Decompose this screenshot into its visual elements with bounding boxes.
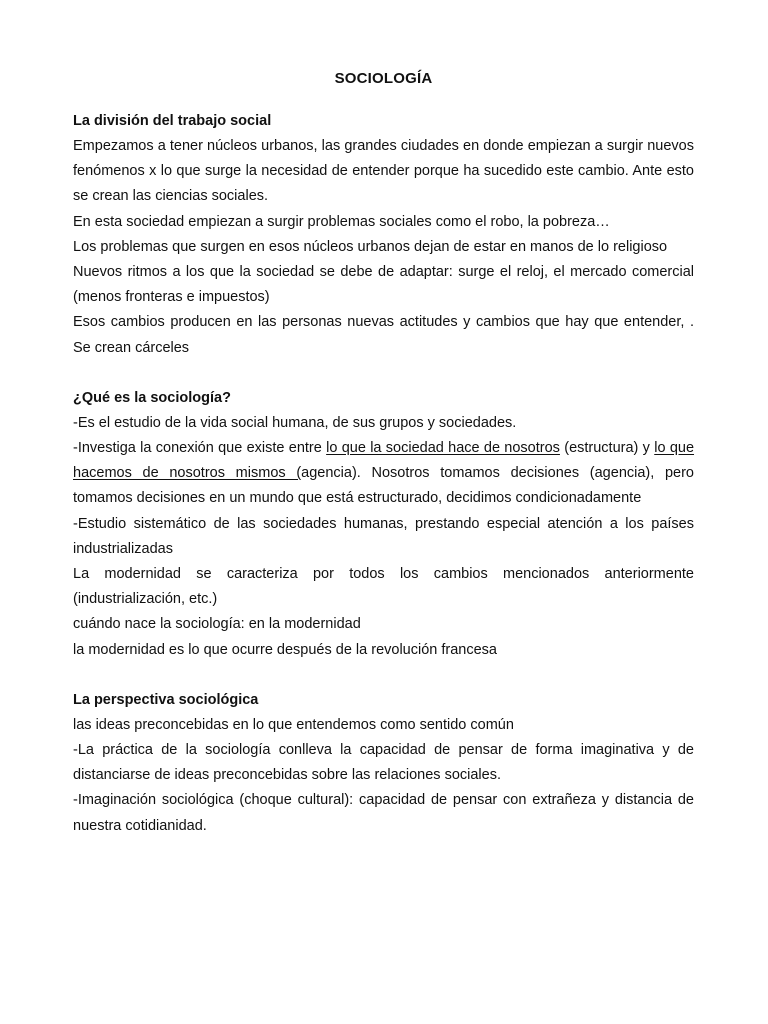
- document-title: SOCIOLOGÍA: [334, 70, 433, 87]
- paragraph: Los problemas que surgen en esos núcleos urbanos dejan de estar en manos de lo religioso: [73, 238, 668, 255]
- paragraph: las ideas preconcebidas en lo que entendemos como sentido común: [73, 716, 514, 733]
- paragraph: Esos cambios producen en las personas nuevas actitudes y cambios que hay que entender, . Se crean cárceles: [73, 314, 694, 356]
- paragraph: La modernidad se caracteriza por todos los cambios mencionados anteriormente (industrialización, etc.): [73, 566, 694, 608]
- section-heading: La perspectiva sociológica: [73, 691, 259, 708]
- text-run: -Investiga la conexión que existe entre: [73, 440, 327, 457]
- underlined-text: lo que hacemos de nosotros mismos (: [73, 440, 695, 482]
- paragraph: -Estudio sistemático de las sociedades humanas, prestando especial atención a los países industrializadas: [73, 515, 694, 557]
- paragraph: Empezamos a tener núcleos urbanos, las grandes ciudades en donde empiezan a surgir nuevos fenómenos x lo que surge la necesidad de entender porque ha sucedido este cambio. Ante esto se crean las ciencias sociales.: [73, 138, 694, 205]
- section-heading: ¿Qué es la sociología?: [73, 389, 231, 406]
- paragraph: En esta sociedad empiezan a surgir problemas sociales como el robo, la pobreza…: [73, 213, 610, 230]
- section-heading: La división del trabajo social: [73, 113, 272, 129]
- paragraph: cuándo nace la sociología: en la modernidad: [73, 616, 361, 633]
- underlined-text: lo que la sociedad hace de nosotros: [326, 440, 560, 457]
- paragraph: -Es el estudio de la vida social humana, de sus grupos y sociedades.: [73, 414, 517, 431]
- paragraph: -La práctica de la sociología conlleva la capacidad de pensar de forma imaginativa y de distanciarse de ideas preconcebidas sobre las relaciones sociales.: [73, 742, 694, 784]
- section-division-trabajo: [73, 109, 694, 361]
- paragraph-estructura-agencia: [73, 436, 694, 512]
- text-run: (estructura) y: [559, 440, 655, 457]
- section-perspectiva-sociologica: [73, 688, 694, 839]
- paragraph: la modernidad es lo que ocurre después de la revolución francesa: [73, 641, 497, 658]
- paragraph: -Imaginación sociológica (choque cultural): capacidad de pensar con extrañeza y distancia de nuestra cotidianidad.: [73, 792, 694, 834]
- text-run: agencia). Nosotros tomamos decisiones (agencia), pero tomamos decisiones en un mundo que está estructurado, decidimos condicionadamente: [73, 465, 694, 507]
- paragraph: Nuevos ritmos a los que la sociedad se debe de adaptar: surge el reloj, el mercado comercial (menos fronteras e impuestos): [73, 264, 694, 306]
- section-que-es-sociologia: [73, 386, 694, 663]
